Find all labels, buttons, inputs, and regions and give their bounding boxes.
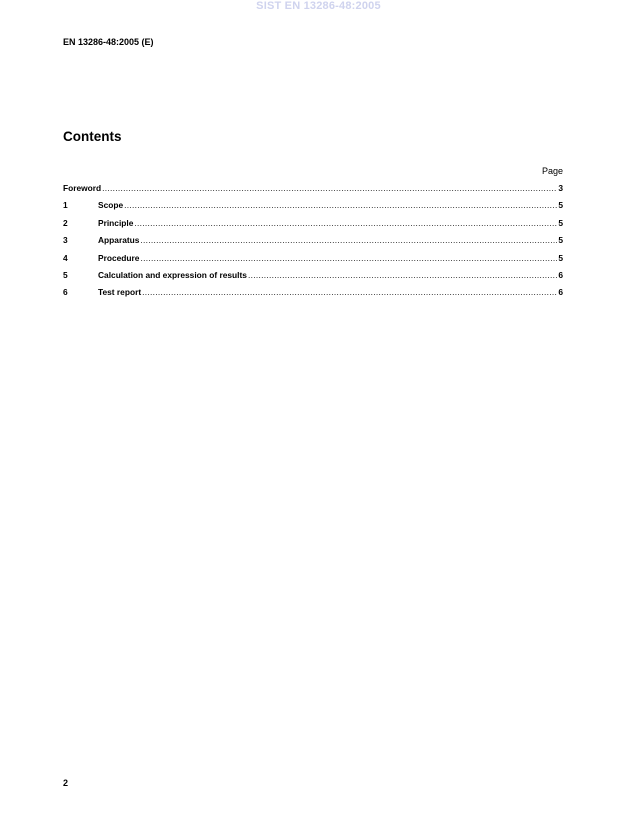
toc-entry-page: 5 — [558, 252, 563, 263]
toc-entry-number: 5 — [63, 269, 68, 280]
toc-dot-leader — [248, 270, 557, 280]
toc-entry-test-report[interactable] — [63, 287, 563, 304]
toc-entry-page: 6 — [558, 287, 563, 298]
toc-entry-number: 6 — [63, 287, 68, 298]
toc-entry-number: 4 — [63, 252, 68, 263]
page-number: 2 — [63, 778, 69, 788]
toc-entry-foreword[interactable] — [63, 183, 563, 200]
toc-entry-number: 3 — [63, 235, 68, 246]
toc-dot-leader — [140, 253, 557, 263]
toc-dot-leader — [140, 235, 557, 245]
toc-entry-page: 5 — [558, 217, 563, 228]
toc-dot-leader — [102, 183, 557, 193]
toc-entry-title: Scope — [98, 200, 124, 211]
toc-entry-title: Test report — [98, 287, 142, 298]
toc-entry-page: 3 — [558, 183, 563, 193]
toc-entry-page: 6 — [558, 269, 563, 280]
toc-entry-title: Principle — [98, 217, 134, 228]
document-id-header: EN 13286-48:2005 (E) — [63, 37, 154, 47]
toc-entry-title: Foreword — [63, 183, 102, 193]
toc-entry-number: 1 — [63, 200, 68, 211]
toc-entry-page: 5 — [558, 200, 563, 211]
toc-dot-leader — [124, 200, 557, 210]
toc-entry-page: 5 — [558, 235, 563, 246]
toc-entry-title: Apparatus — [98, 235, 140, 246]
toc-entry-number: 2 — [63, 217, 68, 228]
toc-entry-scope[interactable] — [63, 200, 563, 217]
toc-dot-leader — [134, 218, 557, 228]
toc-entry-procedure[interactable] — [63, 253, 563, 270]
toc-entry-calculation[interactable] — [63, 270, 563, 287]
toc-dot-leader — [142, 287, 557, 297]
toc-entry-title: Calculation and expression of results — [98, 269, 247, 280]
watermark: SIST EN 13286-48:2005 — [256, 0, 381, 12]
toc-entry-principle[interactable] — [63, 218, 563, 235]
contents-title: Contents — [63, 129, 122, 144]
toc-entry-title: Procedure — [98, 252, 140, 263]
page-column-label: Page — [541, 166, 563, 176]
table-of-contents — [63, 183, 563, 305]
toc-entry-apparatus[interactable] — [63, 235, 563, 252]
